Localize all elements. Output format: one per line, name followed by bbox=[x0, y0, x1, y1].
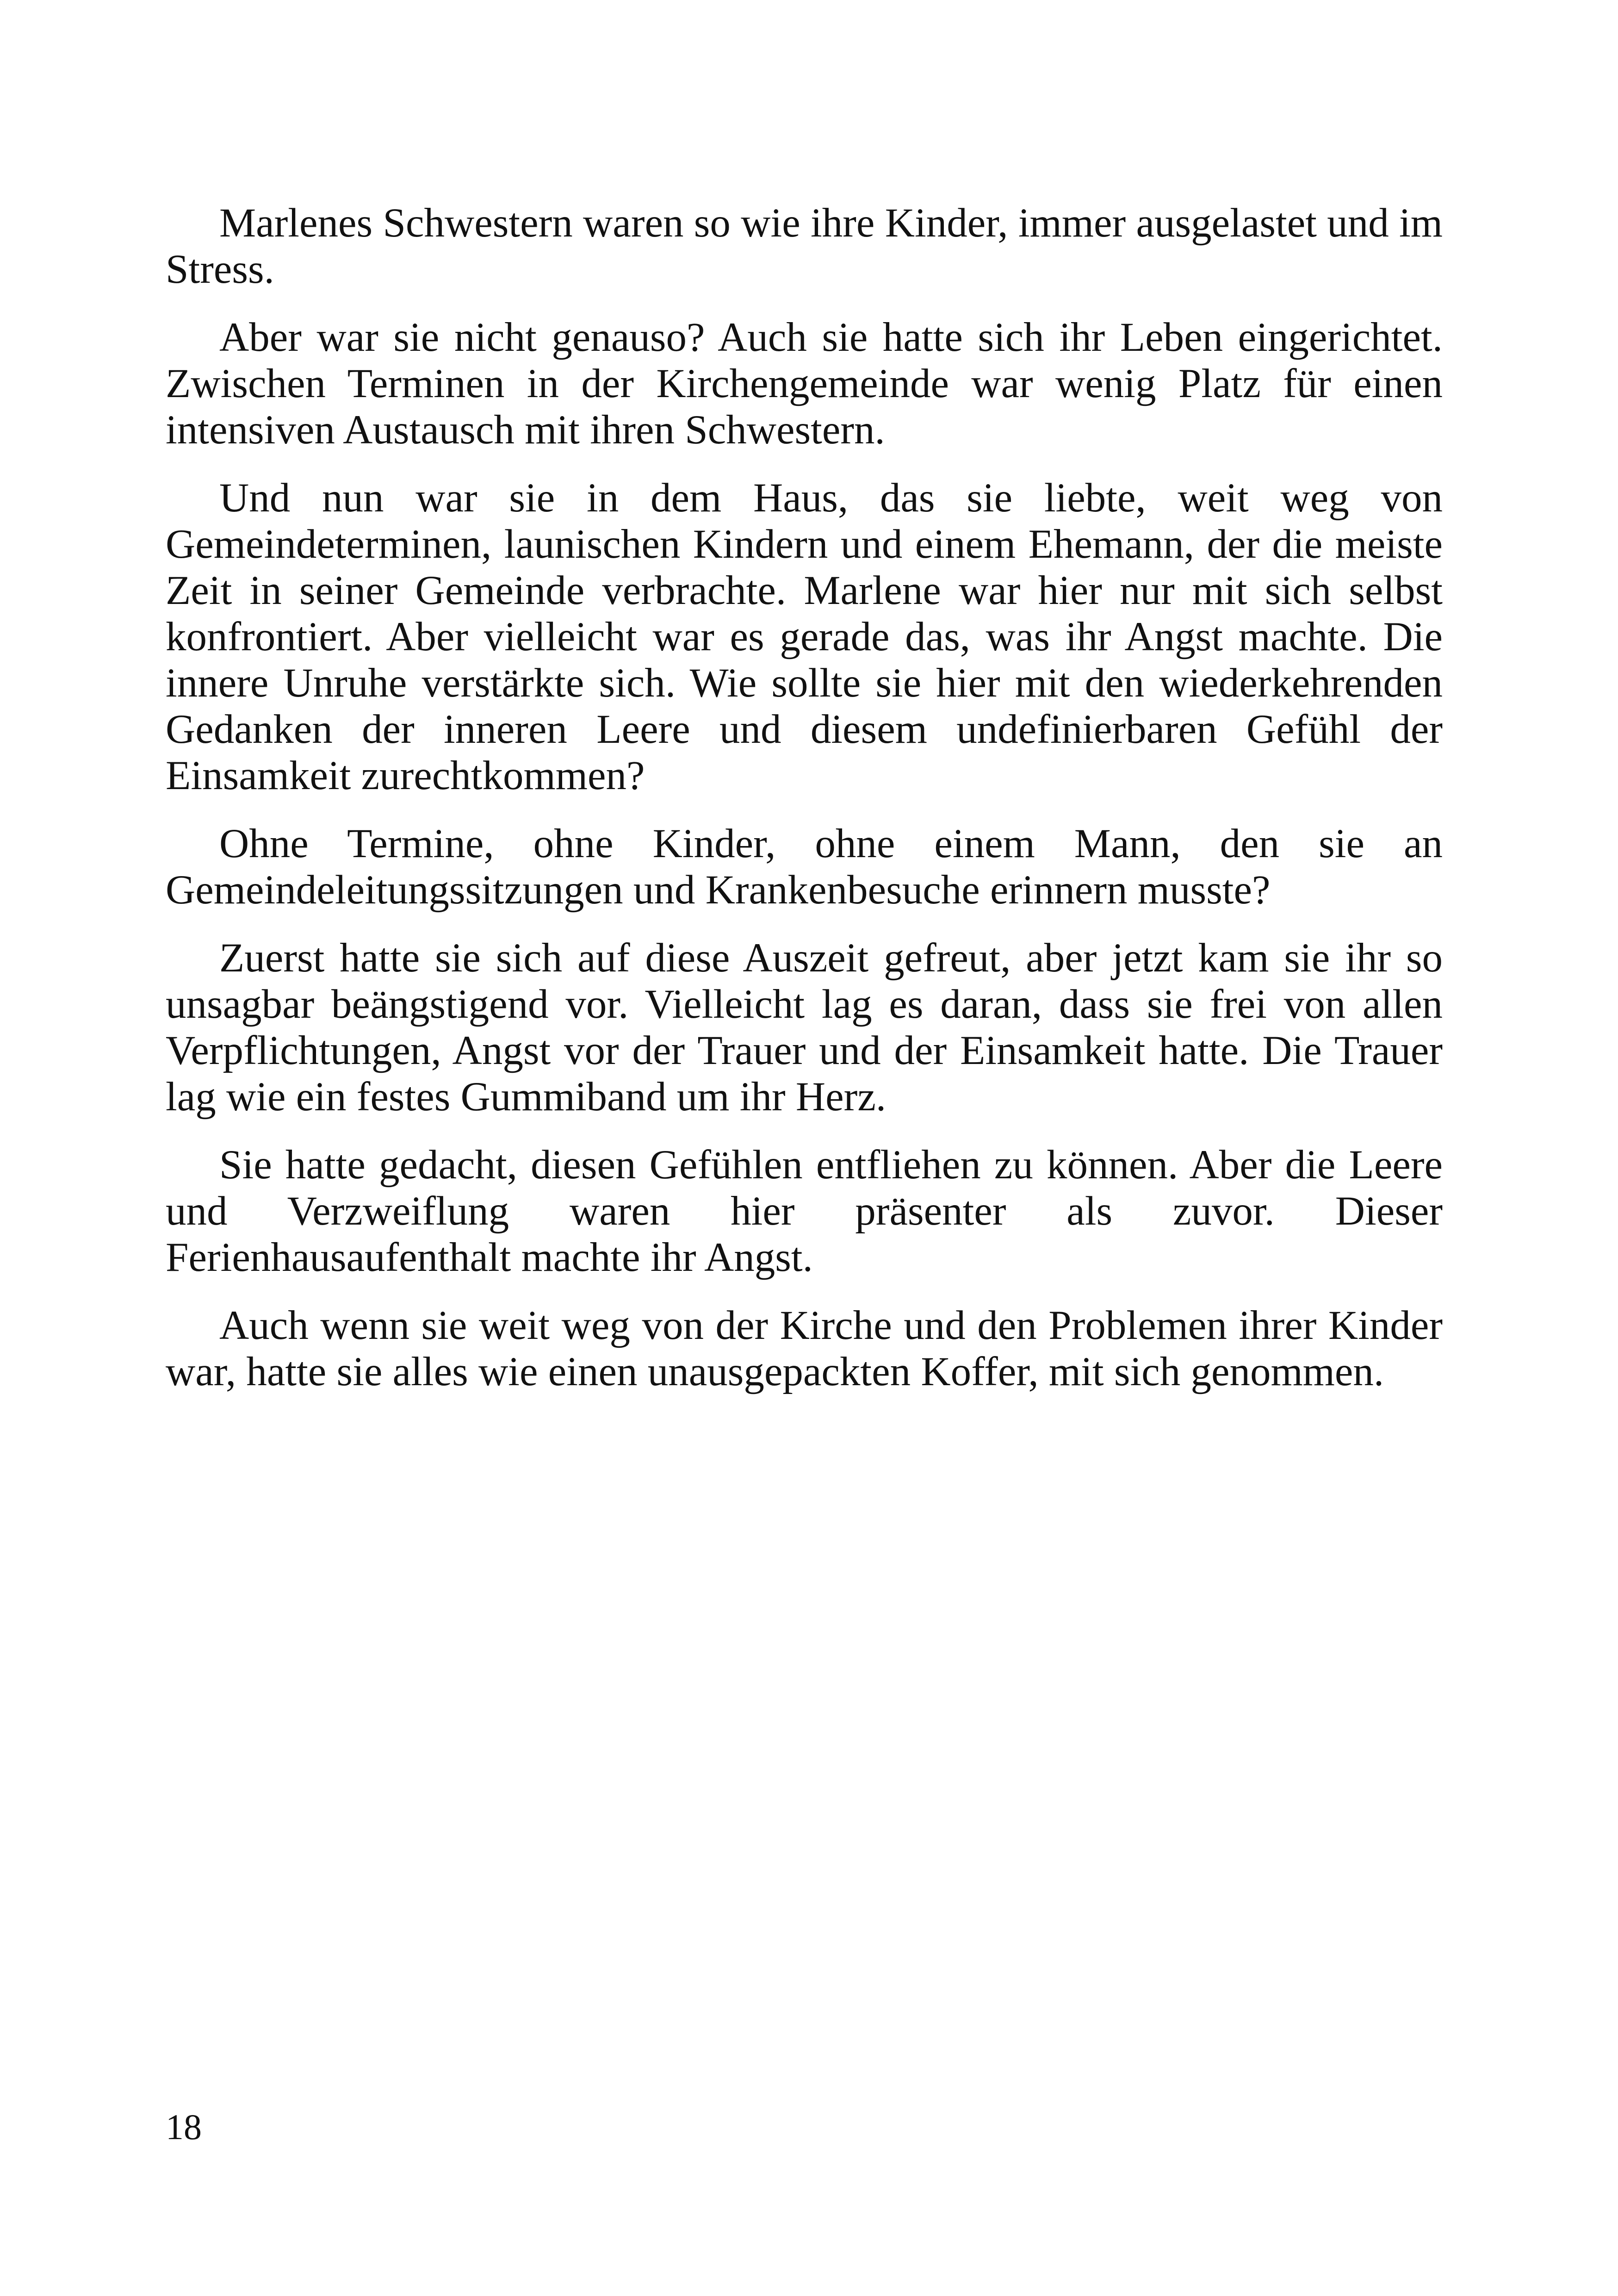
paragraph-2: Aber war sie nicht genauso? Auch sie hatte sich ihr Leben eingerichtet. Zwischen Terminen in der Kirchengemeinde war wenig Platz für einen intensiven Austausch mit ihren Schwestern. bbox=[166, 315, 1443, 453]
paragraph-1: Marlenes Schwestern waren so wie ihre Kinder, immer ausgelastet und im Stress. bbox=[166, 200, 1443, 292]
body-text bbox=[166, 200, 1443, 1417]
paragraph-7: Auch wenn sie weit weg von der Kirche und den Problemen ihrer Kinder war, hatte sie alles wie einen unausgepackten Koffer, mit sich genommen. bbox=[166, 1303, 1443, 1394]
paragraph-6: Sie hatte gedacht, diesen Gefühlen entfliehen zu können. Aber die Leere und Verzweiflung waren hier präsenter als zuvor. Dieser Ferienhausaufenthalt machte ihr Angst. bbox=[166, 1142, 1443, 1280]
paragraph-3: Und nun war sie in dem Haus, das sie liebte, weit weg von Gemeindeterminen, launischen Kindern und einem Ehemann, der die meiste Zeit in seiner Gemeinde verbrachte. Marlene war hier nur mit sich selbst konfrontiert. Aber vielleicht war es gerade das, was ihr Angst machte. Die innere Unruhe verstärkte sich. Wie sollte sie hier mit den wiederkehrenden Gedanken der inneren Leere und diesem undefinierbaren Gefühl der Einsamkeit zurechtkommen? bbox=[166, 475, 1443, 798]
page-number: 18 bbox=[166, 2107, 202, 2147]
paragraph-5: Zuerst hatte sie sich auf diese Auszeit gefreut, aber jetzt kam sie ihr so unsagbar beängstigend vor. Vielleicht lag es daran, dass sie frei von allen Verpflichtungen, Angst vor der Trauer und der Einsamkeit hatte. Die Trauer lag wie ein festes Gummiband um ihr Herz. bbox=[166, 935, 1443, 1120]
paragraph-4: Ohne Termine, ohne Kinder, ohne einem Mann, den sie an Gemeindeleitungssitzungen und Krankenbesuche erinnern musste? bbox=[166, 821, 1443, 913]
